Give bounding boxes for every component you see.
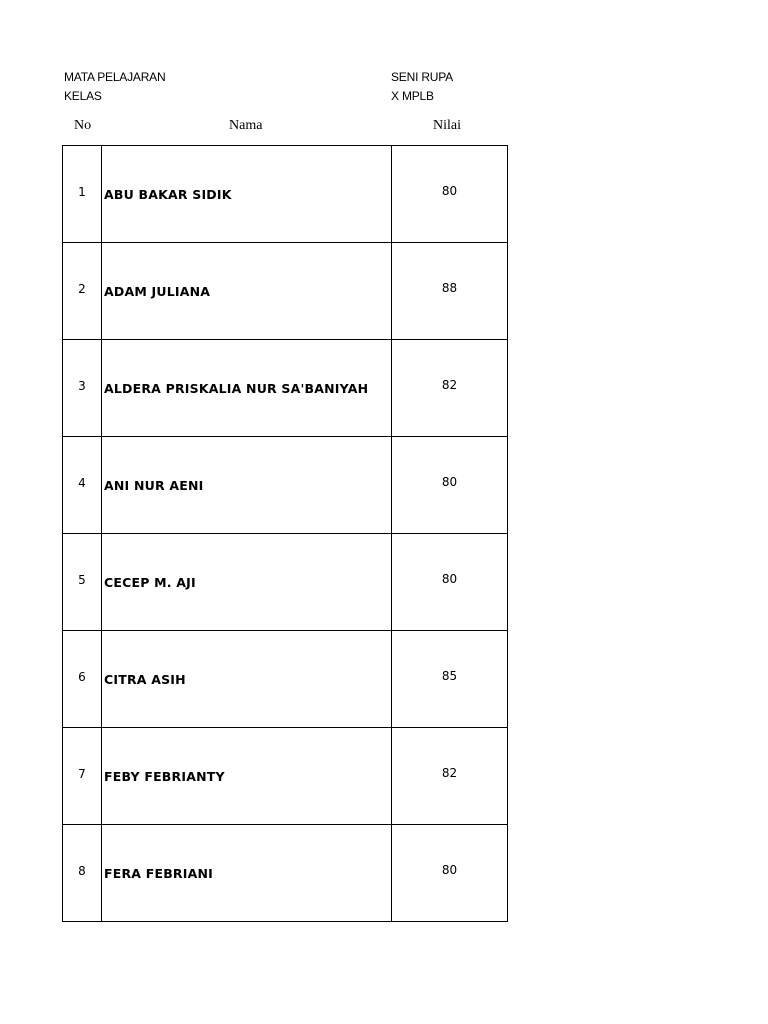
row-number: 2	[78, 282, 86, 296]
row-number-cell[interactable]	[63, 243, 102, 340]
score-value: 80	[441, 184, 458, 198]
table-row	[63, 825, 508, 922]
score-cell[interactable]	[392, 146, 508, 243]
row-number-cell[interactable]	[63, 146, 102, 243]
row-number-cell[interactable]	[63, 534, 102, 631]
meta-labels	[64, 68, 165, 106]
table-row	[63, 340, 508, 437]
student-name: CECEP M. AJI	[104, 574, 196, 590]
student-name: FEBY FEBRIANTY	[104, 768, 225, 784]
column-header-nilai: Nilai	[433, 118, 461, 133]
row-number: 5	[78, 573, 86, 587]
student-name-cell[interactable]	[102, 825, 392, 922]
score-cell[interactable]	[392, 825, 508, 922]
student-name-cell[interactable]	[102, 146, 392, 243]
row-number: 4	[78, 476, 86, 490]
subject-value: SENI RUPA	[391, 70, 453, 84]
class-label: KELAS	[64, 89, 102, 103]
score-value: 80	[441, 475, 458, 489]
student-name: ABU BAKAR SIDIK	[104, 186, 232, 202]
row-number: 8	[78, 864, 86, 878]
subject-label: MATA PELAJARAN	[64, 70, 166, 84]
row-number: 6	[78, 670, 86, 684]
student-name-cell[interactable]	[102, 631, 392, 728]
student-name-cell[interactable]	[102, 728, 392, 825]
table-row	[63, 728, 508, 825]
score-value: 82	[441, 378, 458, 392]
score-value: 80	[441, 572, 458, 586]
student-name: CITRA ASIH	[104, 671, 186, 687]
row-number-cell[interactable]	[63, 437, 102, 534]
class-value: X MPLB	[391, 89, 434, 103]
score-cell[interactable]	[392, 437, 508, 534]
student-name: FERA FEBRIANI	[104, 865, 213, 881]
row-number: 7	[78, 767, 86, 781]
meta-values	[391, 68, 453, 106]
score-value: 88	[441, 281, 458, 295]
table-row	[63, 631, 508, 728]
score-value: 82	[441, 766, 458, 780]
student-name-cell[interactable]	[102, 437, 392, 534]
column-header-no: No	[74, 118, 92, 133]
score-cell[interactable]	[392, 243, 508, 340]
score-cell[interactable]	[392, 728, 508, 825]
row-number-cell[interactable]	[63, 631, 102, 728]
column-header-nama: Nama	[229, 118, 263, 133]
student-name: ALDERA PRISKALIA NUR SA'BANIYAH	[104, 380, 369, 396]
row-number: 3	[78, 379, 86, 393]
student-name-cell[interactable]	[102, 340, 392, 437]
table-row	[63, 146, 508, 243]
row-number-cell[interactable]	[63, 340, 102, 437]
table-row	[63, 534, 508, 631]
student-name: ANI NUR AENI	[104, 477, 204, 493]
score-cell[interactable]	[392, 631, 508, 728]
student-name: ADAM JULIANA	[104, 283, 211, 299]
grade-table	[62, 145, 508, 922]
score-value: 85	[441, 669, 458, 683]
table-row	[63, 243, 508, 340]
score-cell[interactable]	[392, 340, 508, 437]
row-number: 1	[78, 185, 86, 199]
student-name-cell[interactable]	[102, 534, 392, 631]
score-value: 80	[441, 863, 458, 877]
score-cell[interactable]	[392, 534, 508, 631]
student-name-cell[interactable]	[102, 243, 392, 340]
row-number-cell[interactable]	[63, 728, 102, 825]
row-number-cell[interactable]	[63, 825, 102, 922]
table-row	[63, 437, 508, 534]
